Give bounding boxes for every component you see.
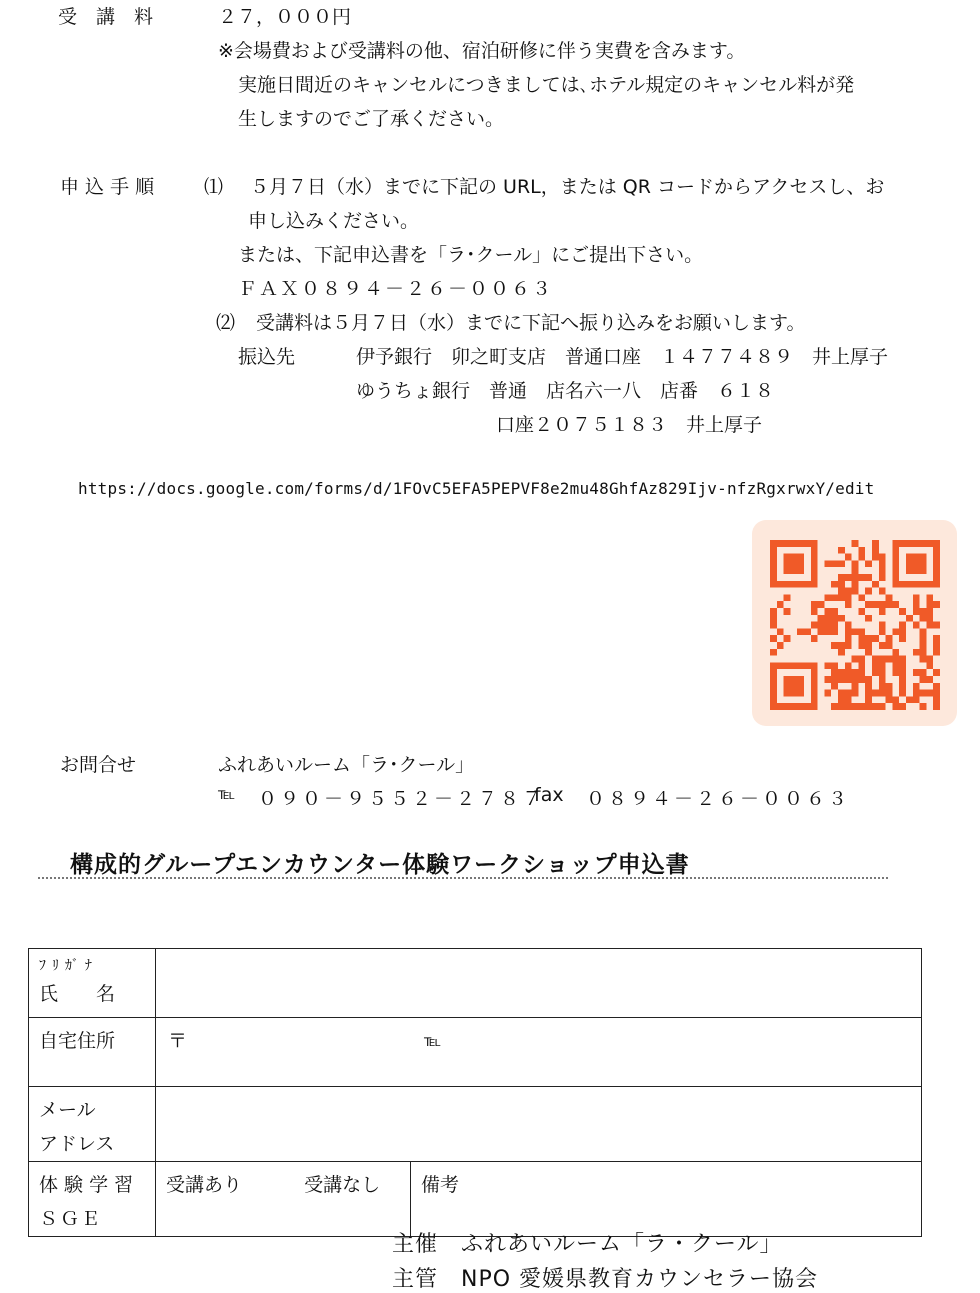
fee-label: 受 講 料 [58,6,154,28]
step2-marker: ⑵ [216,312,236,334]
mail-label-1: メール [39,1099,96,1121]
name-field[interactable] [156,949,922,1018]
step1-line-1: ５月７日（水）までに下記の URL，または QR コードからアクセスし、お [250,176,885,198]
address-field[interactable] [156,1018,922,1087]
contact-label: お問合せ [60,754,137,776]
bank-account-2: ゆうちょ銀行 普通 店名六一八 店番 ６１８ [356,380,775,402]
bank-label: 振込先 [238,346,296,368]
step1-line-3: または、下記申込書を「ラ･クール」にご提出下さい。 [238,244,704,266]
footer-organizer: 主管 NPO 愛媛県教育カウンセラー協会 [392,1267,819,1292]
title-divider [38,877,888,879]
fee-amount: ２７，０００円 [218,6,352,28]
contact-tel: ０９０－９５５２－２７８７ [258,788,545,810]
step1-fax: ＦＡＸ０８９４－２６－００６３ [238,278,554,300]
option-attended[interactable]: 受講あり [166,1174,243,1196]
footer-host: 主催 ふれあいルーム「ラ・クール」 [392,1232,783,1257]
mail-label-2: アドレス [39,1133,115,1155]
form-title: 構成的グループエンカウンター体験ワークショップ申込書 [70,852,690,878]
postal-mark: 〒 [168,1030,188,1052]
remarks-label: 備考 [421,1174,460,1196]
fee-note-1: ※会場費および受講料の他、宿泊研修に伴う実費を含みます。 [218,40,746,62]
name-label: 氏 名 [39,983,116,1005]
contact-name: ふれあいルーム「ラ･クール」 [218,754,475,776]
address-tel-mark: ℡ [424,1031,442,1050]
experience-label-2: ＳＧＥ [39,1208,103,1230]
remarks-field[interactable] [411,1162,922,1237]
application-form [28,948,922,1237]
mail-label-cell [29,1087,156,1162]
contact-fax-label: fax [534,784,564,806]
bank-account-3: 口座２０７５１８３ 井上厚子 [496,414,763,436]
experience-label-1: 体 験 学 習 [39,1174,134,1196]
bank-account-1: 伊予銀行 卯之町支店 普通口座 １４７７４８９ 井上厚子 [356,346,889,368]
experience-options [156,1162,411,1237]
experience-label-cell [29,1162,156,1237]
step1-marker: ⑴ [204,176,224,198]
name-label-cell [29,949,156,1018]
step1-line-2: 申し込みください。 [248,210,420,232]
address-label: 自宅住所 [29,1018,156,1087]
step2-text: 受講料は５月７日（水）までに下記へ振り込みをお願いします。 [256,312,806,334]
contact-tel-label: ℡ [218,784,236,803]
contact-fax: ０８９４－２６－００６３ [586,788,851,810]
apply-label: 申 込 手 順 [60,176,155,198]
fee-note-3: 生しますのでご了承ください。 [238,108,505,130]
qr-code-icon[interactable] [770,540,940,710]
form-url-link[interactable]: https://docs.google.com/forms/d/1FOvC5EFA5PEPVF8e2mu48GhfAz829Ijv-nfzRgxrwxY/edit [78,479,875,498]
option-not-attended[interactable]: 受講なし [304,1174,381,1196]
furigana-label: ﾌﾘｶﾞﾅ [39,958,98,974]
mail-field[interactable] [156,1087,922,1162]
fee-note-2: 実施日間近のキャンセルにつきましては､ホテル規定のキャンセル料が発 [238,74,855,96]
